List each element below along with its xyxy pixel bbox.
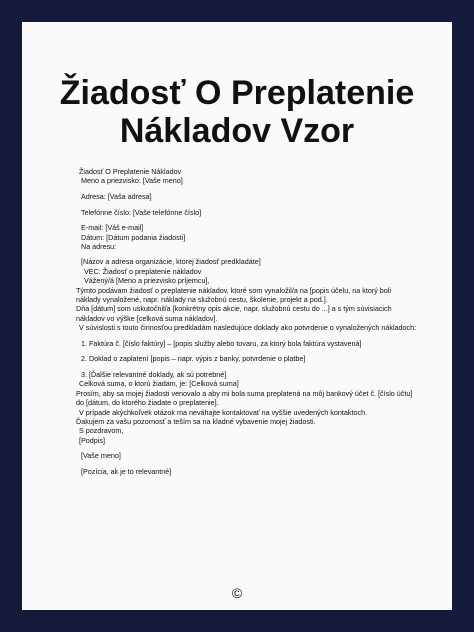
letter-line: 1. Faktúra č. [číslo faktúry] – [popis služby alebo tovaru, za ktorý bola faktúra vystavená] [81,338,362,348]
letter-line: VEC: Žiadosť o preplatenie nákladov [84,266,202,276]
document-page [22,22,452,610]
letter-line: Žiadosť O Preplatenie Nákladov [79,167,182,176]
letter-line: 3. [Ďalšie relevantné doklady, ak sú potrebné] [81,369,227,379]
letter-line: [Podpis] [79,435,105,445]
letter-line: Dátum: [Dátum podania žiadosti] [81,232,186,242]
letter-line: [Pozícia, ak je to relevantné] [81,466,172,476]
letter-line: Meno a priezvisko: [Vaše meno] [81,176,183,186]
letter-line: nákladov vo výške [celková suma nákladov]. [76,313,218,323]
title-line-2: Nákladov Vzor [119,112,355,150]
letter-line: Celková suma, o ktorú žiadam, je: [Celková suma] [79,379,239,389]
document-title [22,74,452,150]
letter-line: Telefónne číslo: [Vaše telefónne číslo] [81,207,202,217]
letter-line: V súvislosti s touto činnosťou predkladám nasledujúce doklady ako potvrdenie o vynaložených nákladoch: [79,323,417,333]
copyright-icon: © [231,585,243,601]
letter-line: Vážený/á [Meno a priezvisko príjemcu], [84,276,210,286]
letter-line: S pozdravom, [79,426,124,436]
letter-line: Na adresu: [81,241,117,251]
title-line-1: Žiadosť O Preplatenie [59,74,415,112]
letter-line: Dňa [dátum] som uskutočnil/a [konkrétny opis akcie, napr. služobnú cestu do ...] a s tým súvisiacich [76,304,392,314]
letter-line: Týmto podávam žiadosť o preplatenie nákladov, ktoré som vynaložil/a na [popis účelu, na ktorý boli [76,285,391,295]
letter-line: Ďakujem za vašu pozornosť a teším sa na kladné vybavenie mojej žiadosti. [76,416,316,426]
letter-body [76,167,436,476]
letter-line: Adresa: [Vaša adresa] [81,191,152,201]
letter-line: 2. Doklad o zaplatení [popis – napr. výpis z banky, potvrdenie o platbe] [81,354,306,364]
letter-line: Prosím, aby sa mojej žiadosti venovalo a aby mi bola suma preplatená na môj bankový účet č. [číslo účtu] [76,388,413,398]
letter-line: [Názov a adresa organizácie, ktorej žiadosť predkladáte] [81,257,261,267]
letter-line: [Vaše meno] [81,451,121,461]
letter-line: do [dátum, do ktorého žiadate o preplatenie]. [76,398,219,408]
letter-line: náklady vynaložené, napr. náklady na služobnú cestu, školenie, projekt a pod.]. [76,295,328,305]
letter-line: E-mail: [Váš e-mail] [81,223,144,233]
letter-line: V prípade akýchkoľvek otázok ma neváhajte kontaktovať na vyššie uvedených kontaktoch. [79,407,368,417]
